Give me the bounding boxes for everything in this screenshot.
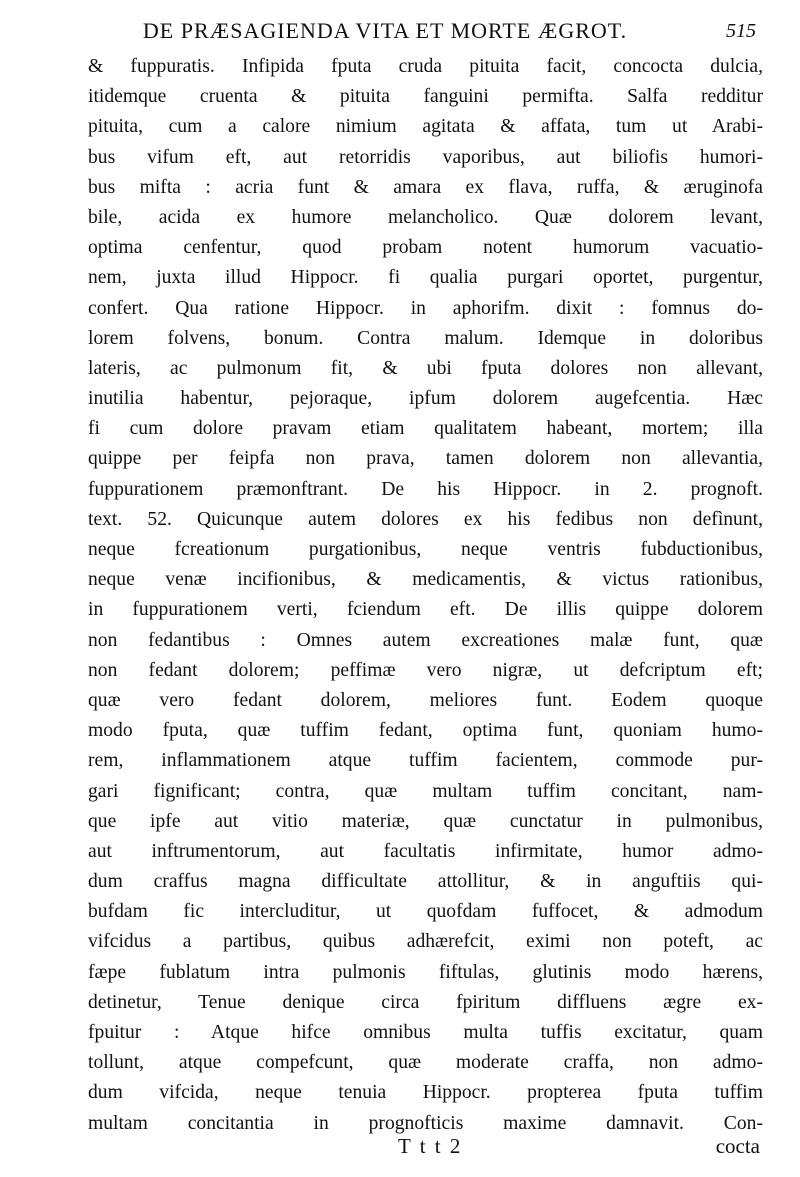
text-line: bile, acida ex humore melancholico. Quæ dolorem levant, [88, 206, 763, 228]
text-line: bus vifum eft, aut retorridis vaporibus, aut biliofis humori- [88, 146, 763, 168]
page-footer [0, 1134, 800, 1168]
text-line: confert. Qua ratione Hippocr. in aphorifm. dixit : fomnus do- [88, 297, 763, 319]
text-line: fuppurationem præmonftrant. De his Hippocr. in 2. prognoft. [88, 478, 763, 500]
text-line: in fuppurationem verti, fciendum eft. De illis quippe dolorem [88, 599, 763, 621]
text-line: dum vifcida, neque tenuia Hippocr. propterea fputa tuffim [88, 1082, 763, 1104]
text-line: nem, juxta illud Hippocr. fi qualia purgari oportet, purgentur, [88, 267, 763, 289]
text-line: neque venæ incifionibus, & medicamentis, & victus rationibus, [88, 569, 763, 591]
text-line: neque fcreationum purgationibus, neque ventris fubductionibus, [88, 539, 763, 560]
text-line: text. 52. Quicunque autem dolores ex his fedibus non defìnunt, [88, 508, 763, 530]
page-number: 515 [726, 20, 756, 42]
text-line: rem, inflammationem atque tuffim facientem, commode pur- [88, 750, 763, 772]
text-line: lorem folvens, bonum. Contra malum. Idemque in doloribus [88, 327, 763, 349]
text-line: optima cenfentur, quod probam notent humorum vacuatio- [88, 237, 763, 259]
text-line: itidemque cruenta & pituita fanguini permifta. Salfa redditur [88, 86, 763, 108]
text-line: dum craffus magna difficultate attollitur, & in anguftiis qui- [88, 871, 763, 893]
text-line: vifcidus a partibus, quibus adhærefcit, eximi non poteft, ac [88, 931, 763, 953]
text-line: quippe per feipfa non prava, tamen dolorem non allevantia, [88, 448, 763, 470]
text-line: inutilia habentur, pejoraque, ipfum dolorem augefcentia. Hæc [88, 388, 763, 410]
text-line: aut inftrumentorum, aut facultatis infirmitate, humor admo- [88, 840, 763, 862]
text-line: tollunt, atque compefcunt, quæ moderate craffa, non admo- [88, 1052, 763, 1074]
text-line: multam concitantia in prognofticis maxime damnavit. Con- [88, 1112, 763, 1134]
text-line: fæpe fublatum intra pulmonis fiftulas, glutinis modo hærens, [88, 961, 763, 983]
running-head: DE PRÆSAGIENDA VITA ET MORTE ÆGROT. [142, 18, 628, 43]
text-line: detinetur, Tenue denique circa fpiritum diffluens ægre ex- [88, 991, 763, 1013]
text-line: fi cum dolore pravam etiam qualitatem habeant, mortem; illa [88, 418, 763, 440]
text-line: pituita, cum a calore nimium agitata & affata, tum ut Arabi- [88, 116, 763, 138]
text-line: & fuppuratis. Infipida fputa cruda pituita facit, concocta dulcia, [88, 56, 763, 77]
text-line: modo fputa, quæ tuffim fedant, optima funt, quoniam humo- [88, 720, 763, 742]
text-line: fpuitur : Atque hifce omnibus multa tuffis excitatur, quam [88, 1022, 763, 1043]
text-line: bus mifta : acria funt & amara ex flava, ruffa, & æruginofa [88, 176, 763, 198]
text-line: non fedantibus : Omnes autem excreationes malæ funt, quæ [88, 629, 763, 651]
signature-mark: T t t 2 [398, 1134, 463, 1158]
catchword: cocta [715, 1134, 760, 1158]
text-line: lateris, ac pulmonum fit, & ubi fputa dolores non allevant, [88, 357, 763, 379]
text-line: quæ vero fedant dolorem, meliores funt. Eodem quoque [88, 689, 763, 711]
text-line: bufdam fic intercluditur, ut quofdam fuffocet, & admodum [88, 901, 763, 923]
body-text [88, 52, 763, 1139]
text-line: que ipfe aut vitio materiæ, quæ cunctatur in pulmonibus, [88, 810, 763, 832]
text-line: non fedant dolorem; peffimæ vero nigræ, ut defcriptum eft; [88, 659, 763, 681]
text-line: gari fignificant; contra, quæ multam tuffim concitant, nam- [88, 780, 763, 802]
page-header [0, 18, 800, 52]
